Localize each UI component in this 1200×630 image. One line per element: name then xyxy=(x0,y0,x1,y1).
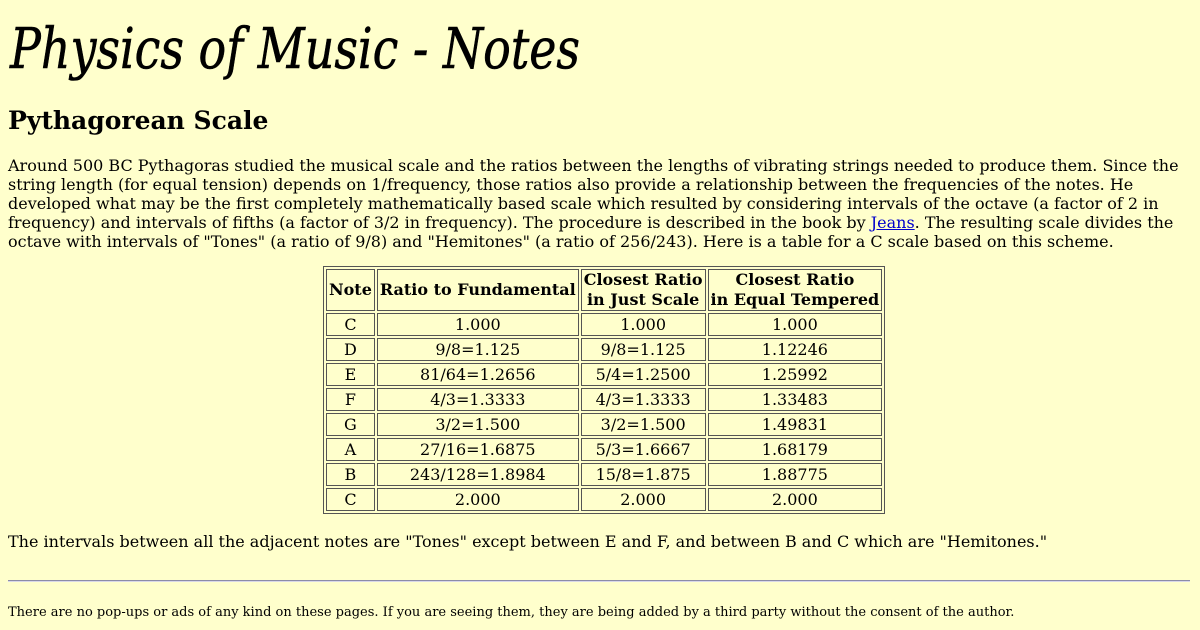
header-just-line1: Closest Ratio xyxy=(583,270,703,289)
banner-title-graphic xyxy=(8,10,588,88)
cell-equal: 1.49831 xyxy=(708,413,883,436)
header-equal-tempered xyxy=(708,269,883,311)
table-header-row xyxy=(326,269,882,311)
intro-text-end: . The resulting scale divides the octave with intervals of "Tones" (a ratio of 9/8) and "Hemitones" (a ratio of 256/243). Here is a table for a C scale based on this scheme. xyxy=(8,213,1174,251)
intro-paragraph xyxy=(8,156,1192,251)
header-just-scale xyxy=(581,269,706,311)
cell-just: 3/2=1.500 xyxy=(581,413,706,436)
cell-equal: 1.68179 xyxy=(708,438,883,461)
table-row xyxy=(326,388,882,411)
banner-title: Physics of Music - Notes xyxy=(9,17,580,82)
cell-note: C xyxy=(326,488,375,511)
cell-just: 5/4=1.2500 xyxy=(581,363,706,386)
header-ratio: Ratio to Fundamental xyxy=(377,269,579,311)
table-row xyxy=(326,363,882,386)
pythagorean-scale-table xyxy=(323,266,885,514)
cell-ratio: 81/64=1.2656 xyxy=(377,363,579,386)
cell-just: 1.000 xyxy=(581,313,706,336)
cell-note: F xyxy=(326,388,375,411)
table-row xyxy=(326,338,882,361)
table-row xyxy=(326,313,882,336)
cell-ratio: 2.000 xyxy=(377,488,579,511)
cell-just: 2.000 xyxy=(581,488,706,511)
cell-note: G xyxy=(326,413,375,436)
header-equal-line2: in Equal Tempered xyxy=(710,290,880,309)
page-title: Pythagorean Scale xyxy=(8,106,269,135)
header-just-line2: in Just Scale xyxy=(586,290,700,309)
cell-just: 15/8=1.875 xyxy=(581,463,706,486)
cell-note: B xyxy=(326,463,375,486)
header-equal-line1: Closest Ratio xyxy=(735,270,855,289)
cell-note: C xyxy=(326,313,375,336)
cell-just: 5/3=1.6667 xyxy=(581,438,706,461)
site-banner xyxy=(8,10,588,88)
cell-note: E xyxy=(326,363,375,386)
cell-ratio: 9/8=1.125 xyxy=(377,338,579,361)
cell-equal: 1.33483 xyxy=(708,388,883,411)
cell-ratio: 3/2=1.500 xyxy=(377,413,579,436)
cell-equal: 1.25992 xyxy=(708,363,883,386)
table-row xyxy=(326,488,882,511)
intervals-note: The intervals between all the adjacent notes are "Tones" except between E and F, and between B and C which are "Hemitones." xyxy=(8,532,1048,551)
cell-just: 9/8=1.125 xyxy=(581,338,706,361)
table-row xyxy=(326,463,882,486)
cell-note: D xyxy=(326,338,375,361)
table-row xyxy=(326,413,882,436)
cell-equal: 1.12246 xyxy=(708,338,883,361)
cell-ratio: 4/3=1.3333 xyxy=(377,388,579,411)
cell-just: 4/3=1.3333 xyxy=(581,388,706,411)
jeans-link[interactable]: Jeans xyxy=(870,213,915,232)
cell-equal: 2.000 xyxy=(708,488,883,511)
table-row xyxy=(326,438,882,461)
intro-text-start: Around 500 BC Pythagoras studied the musical scale and the ratios between the lengths of vibrating strings needed to produce them. Since the string length (for equal tension) depends on 1/frequency, those ratios also provide a relationship between the frequencies of the notes. He developed what may be the first completely mathematically based scale which resulted by considering intervals of the octave (a factor of 2 in frequency) and intervals of fifths (a factor of 3/2 in frequency). The procedure is described in the book by xyxy=(8,156,1179,232)
footer-disclaimer: There are no pop-ups or ads of any kind on these pages. If you are seeing them, they are being added by a third party without the consent of the author. xyxy=(8,605,1015,620)
cell-equal: 1.88775 xyxy=(708,463,883,486)
header-note: Note xyxy=(326,269,375,311)
cell-ratio: 27/16=1.6875 xyxy=(377,438,579,461)
footer-divider xyxy=(8,580,1190,582)
cell-equal: 1.000 xyxy=(708,313,883,336)
cell-note: A xyxy=(326,438,375,461)
cell-ratio: 1.000 xyxy=(377,313,579,336)
cell-ratio: 243/128=1.8984 xyxy=(377,463,579,486)
